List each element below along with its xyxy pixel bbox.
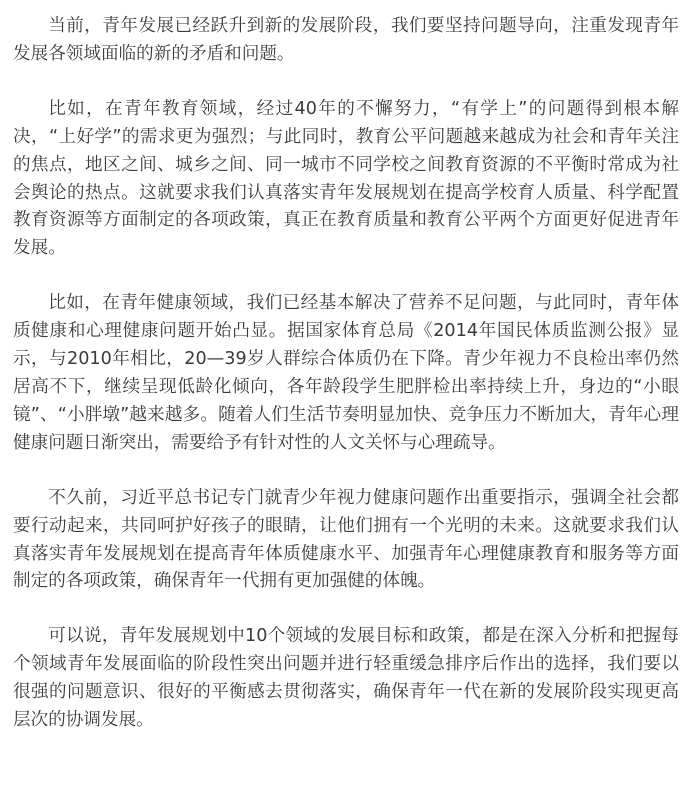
paragraph-gap <box>13 263 679 290</box>
paragraph-5: 可以说，青年发展规划中10个领域的发展目标和政策，都是在深入分析和把握每个领域青年发展面临的阶段性突出问题并进行轻重缓急排序后作出的选择，我们要以很强的问题意识、很好的平衡感去贯彻落实，确保青年一代在新的发展阶段实现更高层次的协调发展。 <box>13 626 679 731</box>
paragraph-2: 比如，在青年教育领域，经过40年的不懈努力，“有学上”的问题得到根本解决，“上好学”的需求更为强烈；与此同时，教育公平问题越来越成为社会和青年关注的焦点，地区之间、城乡之间、同一城市不同学校之间教育资源的不平衡时常成为社会舆论的热点。这就要求我们认真落实青年发展规划在提高学校育人质量、科学配置教育资源等方面制定的各项政策，真正在教育质量和教育公平两个方面更好促进青年发展。 <box>13 98 679 259</box>
paragraph-3: 比如，在青年健康领域，我们已经基本解决了营养不足问题，与此同时，青年体质健康和心理健康问题开始凸显。据国家体育总局《2014年国民体质监测公报》显示，与2010年相比，20—39岁人群综合体质仍在下降。青少年视力不良检出率仍然居高不下，继续呈现低龄化倾向，各年龄段学生肥胖检出率持续上升，身边的“小眼镜”、“小胖墩”越来越多。随着人们生活节奏明显加快、竞争压力不断加大，青年心理健康问题日渐突出，需要给予有针对性的人文关怀与心理疏导。 <box>13 293 679 453</box>
paragraph-4: 不久前，习近平总书记专门就青少年视力健康问题作出重要指示，强调全社会都要行动起来，共同呵护好孩子的眼睛，让他们拥有一个光明的未来。这就要求我们认真落实青年发展规划在提高青年体质健康水平、加强青年心理健康教育和服务等方面制定的各项政策，确保青年一代拥有更加强健的体魄。 <box>13 487 679 592</box>
article-body <box>13 13 679 735</box>
paragraph-gap <box>13 69 679 96</box>
paragraph-gap <box>13 596 679 623</box>
paragraph-1: 当前，青年发展已经跃升到新的发展阶段，我们要坚持问题导向，注重发现青年发展各领域面临的新的矛盾和问题。 <box>13 16 679 64</box>
paragraph-gap <box>13 458 679 485</box>
